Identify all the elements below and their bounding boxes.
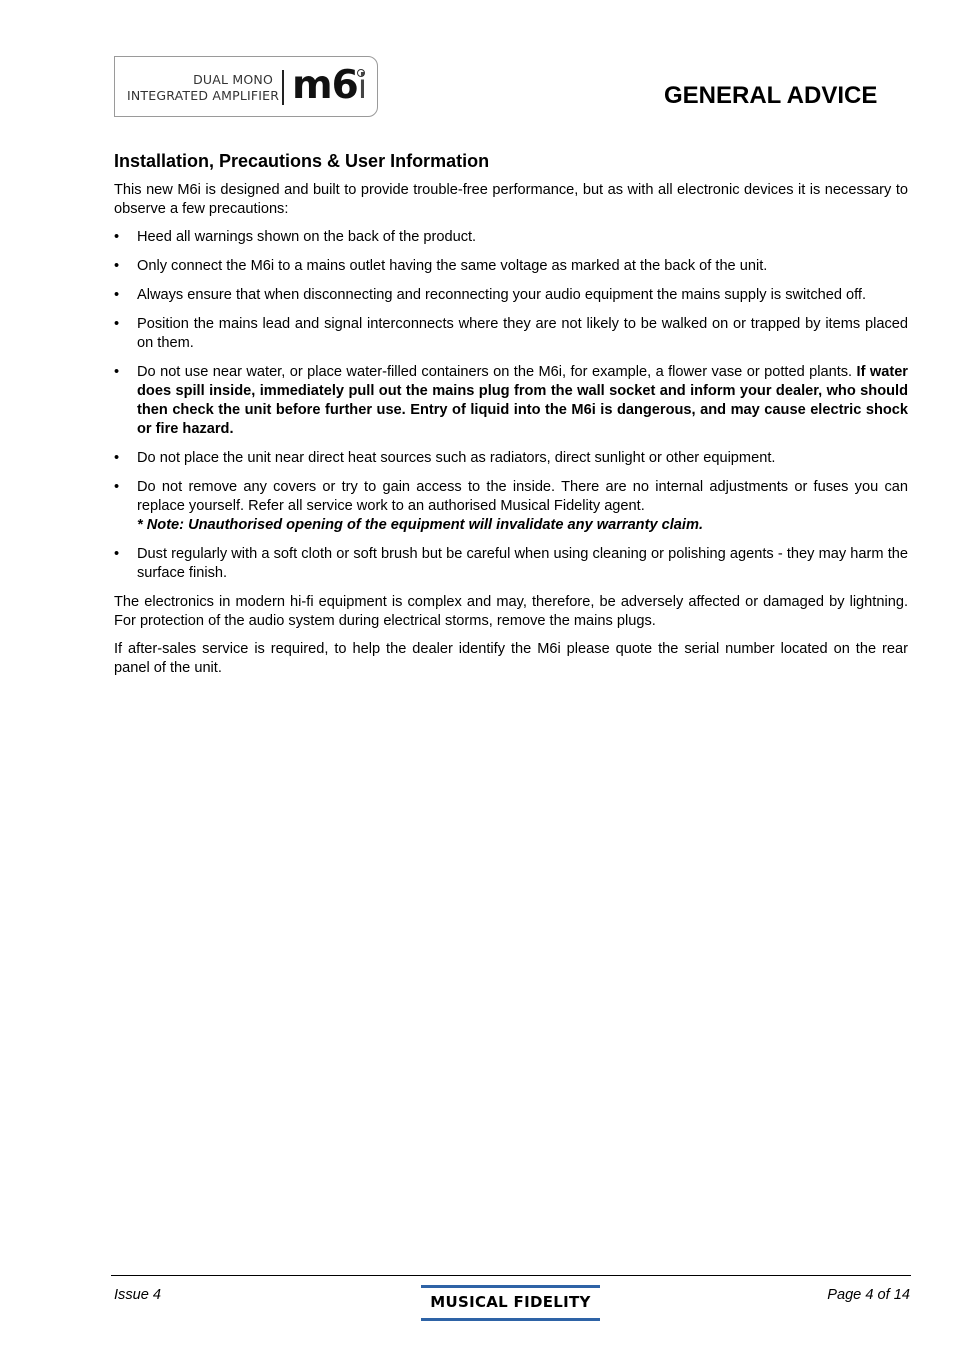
- list-item: • Always ensure that when disconnecting and reconnecting your audio equipment the mains supply is switched off.: [114, 287, 867, 303]
- brand-logo: [421, 1285, 600, 1321]
- list-item: • Heed all warnings shown on the back of the product.: [114, 229, 477, 245]
- bullet-icon: •: [114, 546, 120, 562]
- logo-line-integrated-amplifier: INTEGRATED AMPLIFIER: [127, 88, 280, 103]
- list-item: • Dust regularly with a soft cloth or soft brush but be careful when using cleaning or polishing agents - they may harm the surface finish.: [114, 546, 908, 581]
- brand-bar-top: [421, 1285, 600, 1288]
- bullet-icon: •: [114, 479, 120, 495]
- logo-divider: [282, 70, 284, 105]
- page-title: GENERAL ADVICE: [664, 82, 878, 109]
- bullet-icon: •: [114, 316, 120, 332]
- main-content: [114, 150, 908, 687]
- service-paragraph: If after-sales service is required, to help the dealer identify the M6i please quote the serial number located on the rear panel of the unit.: [114, 641, 908, 676]
- warranty-note: * Note: Unauthorised opening of the equipment will invalidate any warranty claim.: [137, 517, 703, 533]
- list-item: • Position the mains lead and signal interconnects where they are not likely to be walked on or trapped by items placed on them.: [114, 316, 908, 351]
- bullet-icon: •: [114, 258, 120, 274]
- bullet-icon: •: [114, 287, 120, 303]
- footer-page-number: Page 4 of 14: [827, 1287, 910, 1303]
- bullet-icon: •: [114, 229, 120, 245]
- brand-name: MUSICAL FIDELITY: [430, 1293, 591, 1311]
- water-warning: If water does spill inside, immediately pull out the mains plug from the wall socket and inform your dealer, who should then check the unit before further use. Entry of liquid into the M6i is dangerous, and may cause electric shock or fire hazard.: [137, 364, 908, 437]
- logo-caption: [127, 72, 280, 104]
- footer-divider: [111, 1275, 911, 1276]
- logo-model-name: m6i: [292, 63, 367, 108]
- precautions-list: [114, 228, 908, 583]
- logo-circle-icon: [357, 69, 365, 77]
- list-item: • Do not place the unit near direct heat sources such as radiators, direct sunlight or other equipment.: [114, 450, 776, 466]
- brand-bar-bottom: [421, 1318, 600, 1321]
- list-item: • Only connect the M6i to a mains outlet having the same voltage as marked at the back of the unit.: [114, 258, 768, 274]
- logo-line-dual-mono: DUAL MONO: [193, 72, 273, 87]
- lightning-paragraph: The electronics in modern hi-fi equipment is complex and may, therefore, be adversely affected or damaged by lightning. For protection of the audio system during electrical storms, remove the mains plugs.: [114, 594, 908, 629]
- footer-issue: Issue 4: [114, 1287, 162, 1303]
- product-logo: [114, 56, 378, 117]
- section-title: Installation, Precautions & User Information: [114, 151, 490, 171]
- bullet-icon: •: [114, 364, 120, 380]
- list-item: • Do not use near water, or place water-filled containers on the M6i, for example, a flower vase or potted plants. If water does spill inside, immediately pull out the mains plug from the wall socket and inform your dealer, who should then check the unit before further use. Entry of liquid into the M6i is dangerous, and may cause electric shock or fire hazard.: [114, 364, 908, 437]
- intro-paragraph: This new M6i is designed and built to provide trouble-free performance, but as with all electronic devices it is necessary to observe a few precautions:: [114, 182, 908, 217]
- bullet-icon: •: [114, 450, 120, 466]
- list-item: • Do not remove any covers or try to gain access to the inside. There are no internal adjustments or fuses you can replace yourself. Refer all service work to an authorised Musical Fidelity agent. * Note: Unauthorised opening of the equipment will invalidate any warranty claim.: [114, 479, 908, 533]
